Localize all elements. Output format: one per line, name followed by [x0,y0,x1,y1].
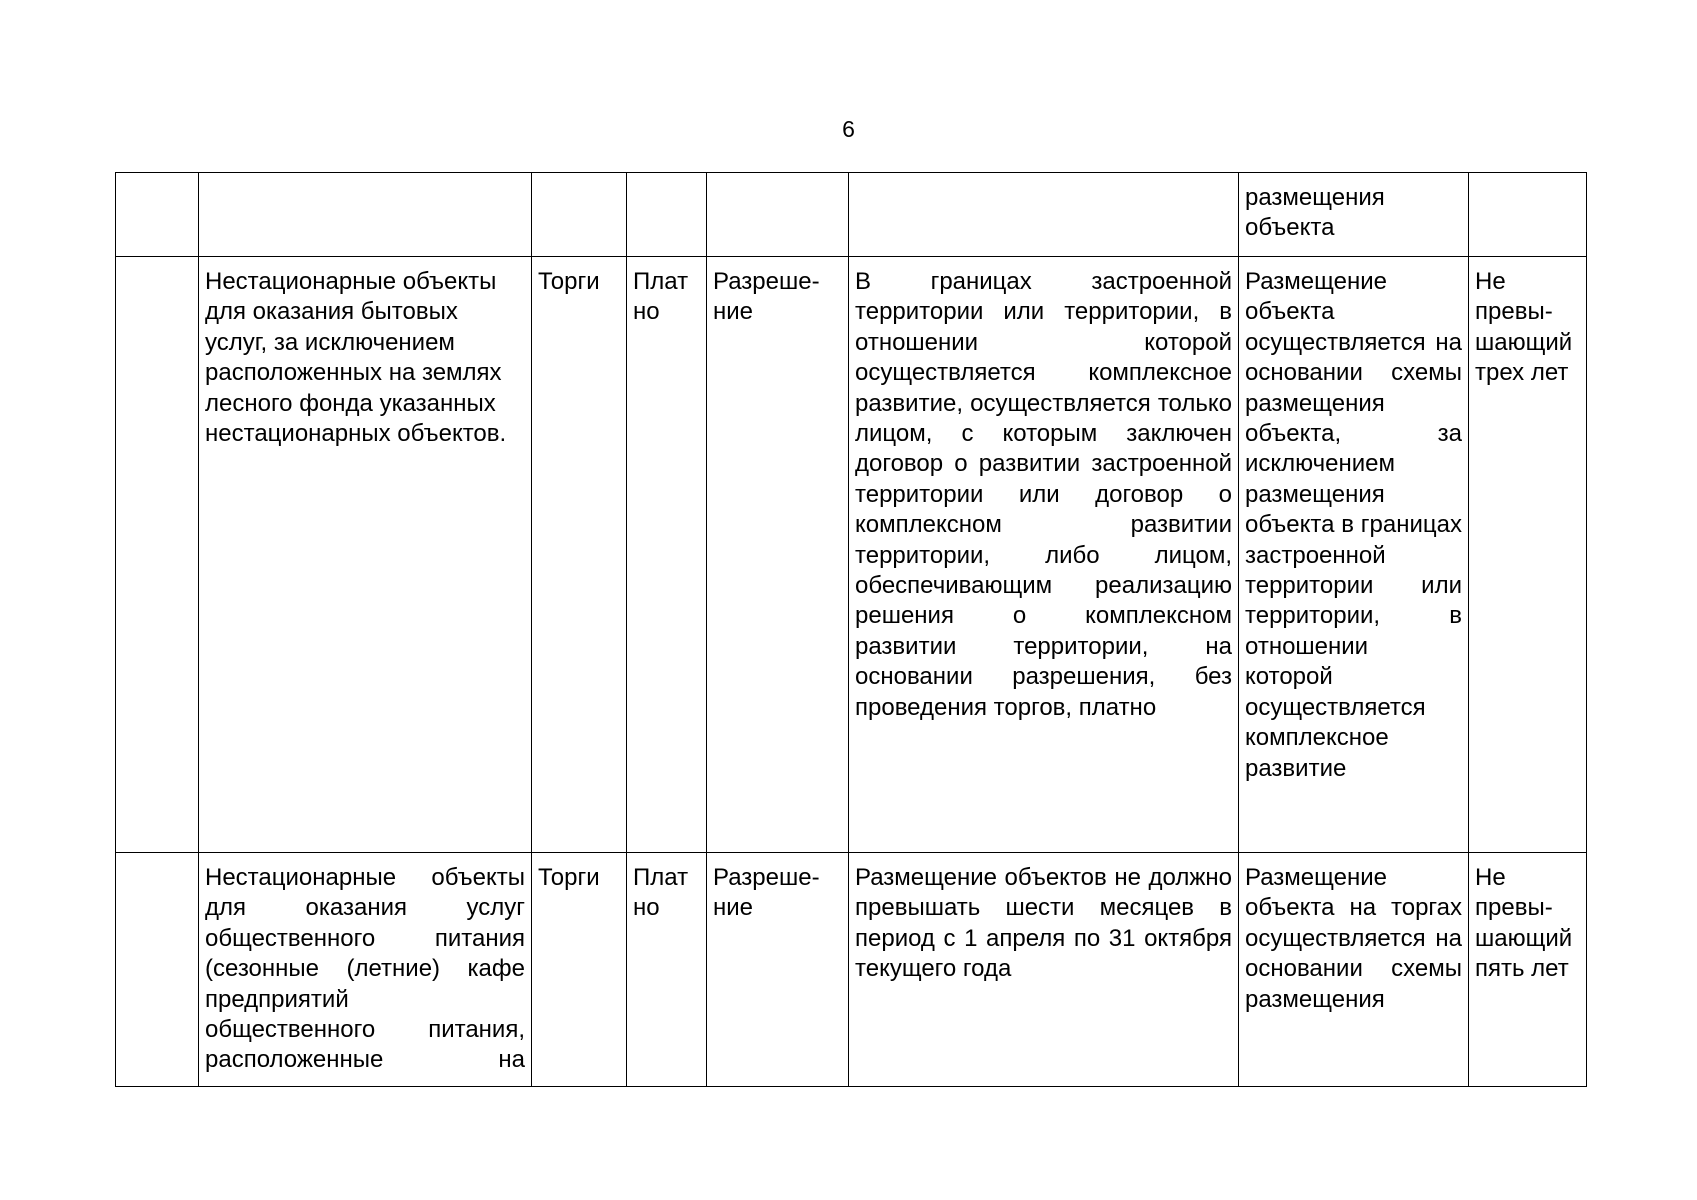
table-cell-basis: Размещение объекта осуществляется на основании схемы размещения объекта, за исключением размещения объекта в границах застроенной территории или территории, в отношении которой осуществляется комплексное развитие [1239,257,1469,853]
table-cell-conditions [849,173,1239,257]
table-cell-method [532,173,627,257]
table-cell-payment: Плат но [627,257,707,853]
table-cell-object-type: Нестационарные объекты для оказания бытовых услуг, за исключением расположенных на землях лесного фонда указанных нестационарных объектов. [199,257,532,853]
table-cell-document: Разреше-ние [707,853,849,1087]
table-cell-conditions: В границах застроенной территории или территории, в отношении которой осуществляется комплексное развитие, осуществляется только лицом, с которым заключен договор о развитии застроенной территории или договор о комплексном развитии территории, либо лицом, обеспечивающим реализацию решения о комплексном развитии территории, на основании разрешения, без проведения торгов, платно [849,257,1239,853]
table-row [116,173,1587,257]
table-cell-term [1469,173,1587,257]
table-cell-payment [627,173,707,257]
table-cell-payment: Плат но [627,853,707,1087]
table-cell-object-type: Нестационарные объекты для оказания услуг общественного питания (сезонные (летние) кафе предприятий общественного питания, расположенные на [199,853,532,1087]
page-number: 6 [842,116,855,142]
table-row [116,853,1587,1087]
table-cell-method: Торги [532,853,627,1087]
table-row [116,257,1587,853]
table-cell-basis: Размещение объекта на торгах осуществляется на основании схемы размещения [1239,853,1469,1087]
table-cell-term: Не превы-шающий пять лет [1469,853,1587,1087]
document-table [115,172,1587,1087]
table-cell-method: Торги [532,257,627,853]
table-cell-number [116,173,199,257]
table-cell-conditions: Размещение объектов не должно превышать шести месяцев в период с 1 апреля по 31 октября текущего года [849,853,1239,1087]
table-cell-basis: размещения объекта [1239,173,1469,257]
table-cell-object-type [199,173,532,257]
table-cell-number [116,853,199,1087]
table-cell-document: Разреше-ние [707,257,849,853]
table-cell-number [116,257,199,853]
table-cell-term: Не превы-шающий трех лет [1469,257,1587,853]
table-cell-document [707,173,849,257]
